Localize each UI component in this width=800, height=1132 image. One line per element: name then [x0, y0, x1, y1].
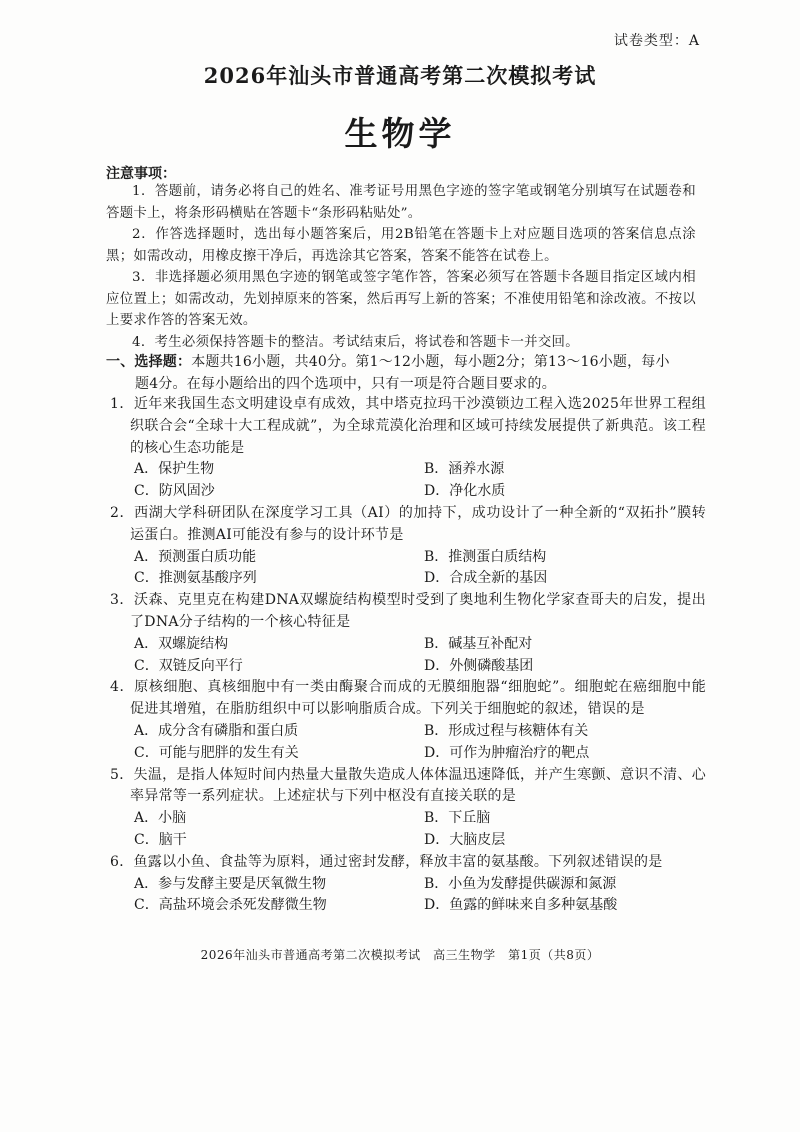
option-c: C．脑干 — [134, 831, 187, 848]
question-options — [106, 634, 706, 678]
option-d: D．外侧磷酸基团 — [424, 657, 534, 674]
option-b: B．推测蛋白质结构 — [424, 548, 547, 565]
option-d: D．鱼露的鲜味来自多种氨基酸 — [424, 897, 618, 914]
subject-title: 生物学 — [344, 114, 456, 153]
question-stem: 1．近年来我国生态文明建设卓有成效，其中塔克拉玛干沙漠锁边工程入选2025年世界工程组织联合会“全球十大工程成就”，为全球荒漠化治理和区域可持续发展提供了新典范。该工程的核心生态功能是 — [110, 396, 706, 456]
question-options — [106, 721, 706, 765]
notice-heading: 注意事项： — [106, 166, 176, 182]
question-5 — [106, 765, 706, 852]
option-a: A．保护生物 — [134, 461, 215, 478]
option-a: A．成分含有磷脂和蛋白质 — [134, 722, 299, 739]
question-stem: 2．西湖大学科研团队在深度学习工具（AI）的加持下，成功设计了一种全新的“双拓扑”膜转运蛋白。推测AI可能没有参与的设计环节是 — [110, 504, 706, 543]
question-stem: 6．鱼露以小鱼、食盐等为原料，通过密封发酵，释放丰富的氨基酸。下列叙述错误的是 — [110, 853, 663, 870]
option-c: C．双链反向平行 — [134, 657, 243, 674]
question-4 — [106, 677, 706, 764]
exam-title: 2026年汕头市普通高考第二次模拟考试 — [203, 63, 597, 88]
question-options — [106, 459, 706, 503]
option-c: C．防风固沙 — [134, 483, 215, 500]
option-b: B．碱基互补配对 — [424, 635, 533, 652]
section-heading — [106, 351, 706, 395]
option-d: D．合成全新的基因 — [424, 570, 548, 587]
option-b: B．小鱼为发酵提供碳源和氮源 — [424, 875, 617, 892]
notice-item: 1．答题前，请务必将自己的姓名、准考证号用黑色字迹的签字笔或钢笔分别填写在试题卷和答题卡上，将条形码横贴在答题卡“条形码粘贴处”。 — [106, 184, 696, 221]
option-c: C．可能与肥胖的发生有关 — [134, 744, 299, 761]
section-text-line2: 题4分。在每小题给出的四个选项中，只有一项是符合题目要求的。 — [135, 376, 556, 392]
question-stem: 4．原核细胞、真核细胞中有一类由酶聚合而成的无膜细胞器“细胞蛇”。细胞蛇在癌细胞中能促进其增殖，在脂肪组织中可以影响脂质合成。下列关于细胞蛇的叙述，错误的是 — [110, 679, 706, 718]
question-stem: 5．失温，是指人体短时间内热量大量散失造成人体体温迅速降低，并产生寒颤、意识不清、心率异常等一系列症状。上述症状与下列中枢没有直接关联的是 — [110, 766, 706, 805]
question-1 — [106, 394, 706, 503]
notice-item: 4．考生必须保持答题卡的整洁。考试结束后，将试卷和答题卡一并交回。 — [132, 334, 579, 350]
option-a: A．双螺旋结构 — [134, 635, 229, 652]
question-6 — [106, 852, 706, 917]
question-stem: 3．沃森、克里克在构建DNA双螺旋结构模型时受到了奥地利生物化学家查哥夫的启发，提出了DNA分子结构的一个核心特征是 — [110, 592, 706, 630]
question-options — [106, 874, 706, 918]
question-3 — [106, 590, 706, 677]
paper-type-label: 试卷类型：A — [613, 33, 700, 49]
option-b: B．形成过程与核糖体有关 — [424, 722, 589, 739]
section-text-line1: 本题共16小题，共40分。第1～12小题，每小题2分；第13～16小题，每小 — [191, 354, 670, 370]
question-2 — [106, 503, 706, 590]
page-footer: 2026年汕头市普通高考第二次模拟考试 高三生物学 第1页（共8页） — [200, 948, 600, 962]
section-label: 一、选择题： — [106, 354, 192, 370]
option-c: C．推测氨基酸序列 — [134, 570, 257, 587]
question-list — [106, 394, 706, 917]
option-d: D．净化水质 — [424, 483, 506, 500]
option-a: A．小脑 — [134, 810, 187, 827]
option-b: B．下丘脑 — [424, 810, 491, 827]
option-a: A．参与发酵主要是厌氧微生物 — [134, 875, 327, 892]
option-c: C．高盐环境会杀死发酵微生物 — [134, 897, 327, 914]
question-options — [106, 547, 706, 591]
notice-item: 2．作答选择题时，选出每小题答案后，用2B铅笔在答题卡上对应题目选项的答案信息点涂黑；如需改动，用橡皮擦干净后，再选涂其它答案，答案不能答在试卷上。 — [106, 227, 696, 264]
option-d: D．大脑皮层 — [424, 831, 506, 848]
option-a: A．预测蛋白质功能 — [134, 548, 257, 565]
notice-list — [106, 181, 696, 353]
question-options — [106, 808, 706, 852]
option-d: D．可作为肿瘤治疗的靶点 — [424, 744, 590, 761]
option-b: B．涵养水源 — [424, 461, 505, 478]
notice-item: 3．非选择题必须用黑色字迹的钢笔或签字笔作答，答案必须写在答题卡各题目指定区域内相应位置上；如需改动，先划掉原来的答案，然后再写上新的答案；不准使用铅笔和涂改液。不按以上要求作答的答案无效。 — [106, 270, 696, 328]
